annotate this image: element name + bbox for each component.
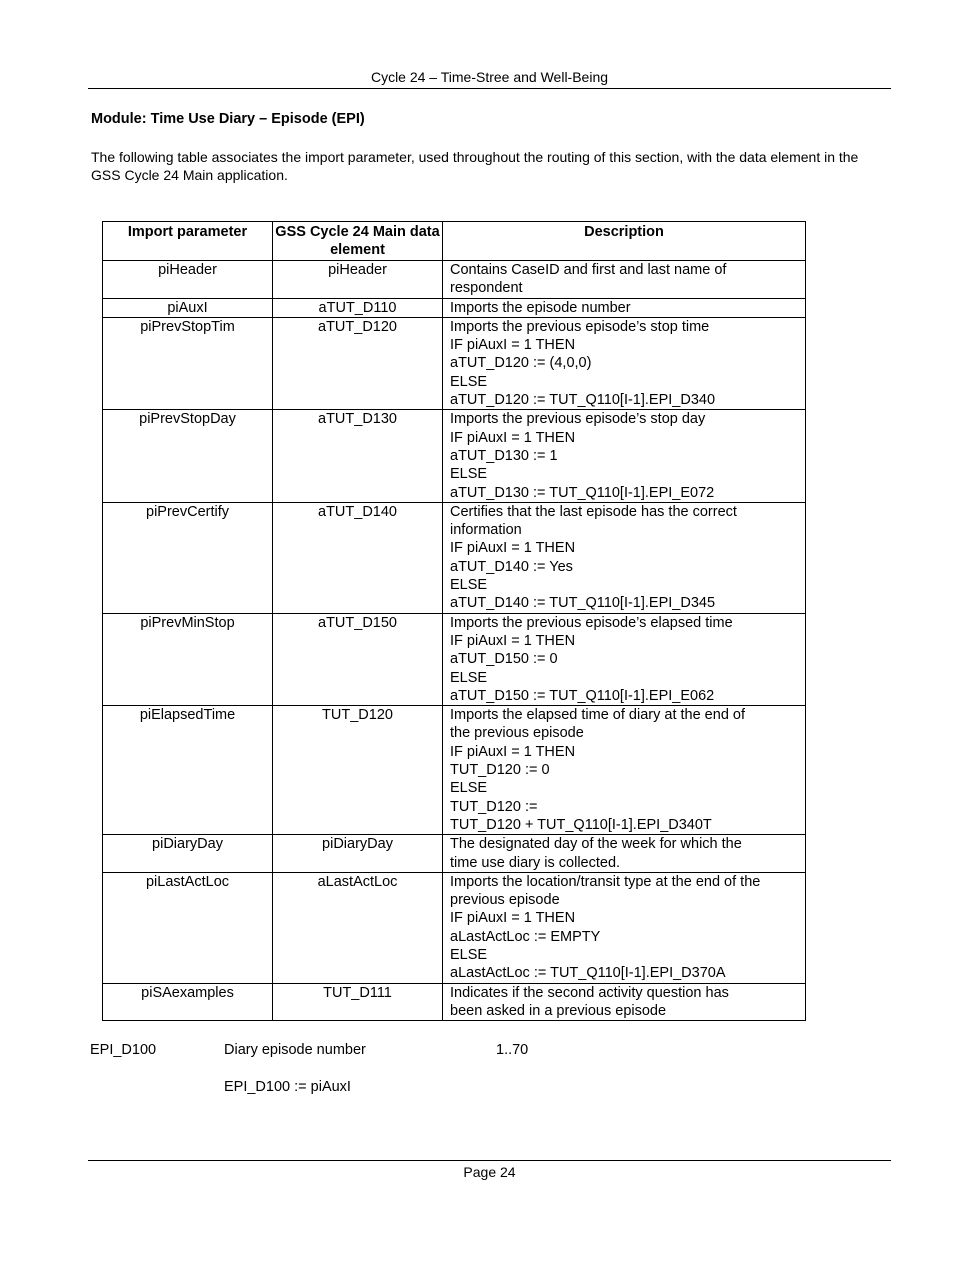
- description-cell: [443, 298, 806, 317]
- table-row: [103, 872, 806, 983]
- description-line: aTUT_D130 := TUT_Q110[I-1].EPI_E072: [450, 484, 715, 501]
- description-line: ELSE: [450, 466, 488, 483]
- import-parameter-cell: piElapsedTime: [103, 706, 273, 835]
- table-row: [103, 410, 806, 502]
- data-element-cell: aTUT_D150: [273, 613, 443, 705]
- description-line: aLastActLoc := TUT_Q110[I-1].EPI_D370A: [450, 965, 726, 982]
- import-parameter-cell: piHeader: [103, 261, 273, 299]
- description-line: aTUT_D120 := TUT_Q110[I-1].EPI_D340: [450, 392, 716, 409]
- variable-range: 1..70: [496, 1042, 529, 1058]
- description-line: Imports the episode number: [450, 299, 631, 316]
- data-element-cell: TUT_D120: [273, 706, 443, 835]
- description-line: TUT_D120 := 0: [450, 762, 550, 779]
- description-line: ELSE: [450, 780, 488, 797]
- description-line: IF piAuxI = 1 THEN: [450, 429, 576, 446]
- data-element-cell: aTUT_D110: [273, 298, 443, 317]
- description-line: IF piAuxI = 1 THEN: [450, 910, 576, 927]
- description-line: aTUT_D130 := 1: [450, 447, 558, 464]
- data-element-cell: piDiaryDay: [273, 835, 443, 873]
- description-cell: [443, 872, 806, 983]
- import-parameter-cell: piLastActLoc: [103, 872, 273, 983]
- table-row: [103, 706, 806, 835]
- description-line: Imports the previous episode’s elapsed time: [450, 614, 733, 631]
- description-line: aTUT_D140 := TUT_Q110[I-1].EPI_D345: [450, 595, 716, 612]
- column-header-data-element: GSS Cycle 24 Main data element: [273, 222, 443, 261]
- import-parameter-cell: piPrevStopTim: [103, 317, 273, 409]
- description-cell: [443, 317, 806, 409]
- data-element-cell: aTUT_D120: [273, 317, 443, 409]
- description-line: ELSE: [450, 946, 488, 963]
- description-cell: [443, 835, 806, 873]
- description-line: Imports the elapsed time of diary at the end of: [450, 707, 745, 724]
- table-row: [103, 298, 806, 317]
- data-element-cell: piHeader: [273, 261, 443, 299]
- table-row: [103, 261, 806, 299]
- description-line: Imports the location/transit type at the end of the: [450, 873, 761, 890]
- page-header: Cycle 24 – Time-Stree and Well-Being: [370, 69, 609, 85]
- import-parameter-cell: piDiaryDay: [103, 835, 273, 873]
- data-element-cell: TUT_D111: [273, 983, 443, 1021]
- description-line: Certifies that the last episode has the correct: [450, 503, 737, 520]
- description-line: Indicates if the second activity question has: [450, 984, 729, 1001]
- description-line: been asked in a previous episode: [450, 1002, 667, 1019]
- description-line: aTUT_D140 := Yes: [450, 558, 573, 575]
- description-line: TUT_D120 :=: [450, 798, 538, 815]
- description-line: aLastActLoc := EMPTY: [450, 928, 601, 945]
- import-parameter-cell: piSAexamples: [103, 983, 273, 1021]
- description-cell: [443, 502, 806, 613]
- variable-code: EPI_D100: [90, 1042, 157, 1058]
- data-element-cell: aTUT_D140: [273, 502, 443, 613]
- description-cell: [443, 706, 806, 835]
- import-parameter-cell: piPrevCertify: [103, 502, 273, 613]
- description-line: IF piAuxI = 1 THEN: [450, 337, 576, 354]
- description-line: Contains CaseID and first and last name of: [450, 262, 727, 278]
- description-line: the previous episode: [450, 725, 584, 742]
- module-title: Module: Time Use Diary – Episode (EPI): [91, 111, 365, 127]
- import-parameter-table: [102, 221, 806, 1021]
- column-header-import-parameter: Import parameter: [103, 222, 273, 261]
- table-row: [103, 983, 806, 1021]
- header-rule: [88, 88, 891, 89]
- import-parameter-cell: piPrevStopDay: [103, 410, 273, 502]
- table-body: [103, 261, 806, 1021]
- table-row: [103, 502, 806, 613]
- description-line: IF piAuxI = 1 THEN: [450, 743, 576, 760]
- description-line: ELSE: [450, 669, 488, 686]
- description-line: Imports the previous episode’s stop day: [450, 411, 706, 428]
- description-line: aTUT_D150 := 0: [450, 651, 558, 668]
- import-parameter-cell: piAuxI: [103, 298, 273, 317]
- column-header-description: Description: [443, 222, 806, 261]
- description-cell: [443, 410, 806, 502]
- description-line: TUT_D120 + TUT_Q110[I-1].EPI_D340T: [450, 816, 712, 833]
- description-line: aTUT_D150 := TUT_Q110[I-1].EPI_E062: [450, 687, 715, 704]
- description-line: The designated day of the week for which the: [450, 836, 742, 853]
- page-number: Page 24: [463, 1164, 516, 1180]
- table-row: [103, 835, 806, 873]
- description-line: Imports the previous episode’s stop time: [450, 318, 710, 335]
- table-row: [103, 317, 806, 409]
- description-line: information: [450, 522, 522, 539]
- table-row: [103, 613, 806, 705]
- data-element-cell: aLastActLoc: [273, 872, 443, 983]
- description-line: IF piAuxI = 1 THEN: [450, 540, 576, 557]
- description-cell: [443, 613, 806, 705]
- description-line: time use diary is collected.: [450, 854, 621, 871]
- import-parameter-cell: piPrevMinStop: [103, 613, 273, 705]
- description-cell: [443, 261, 806, 299]
- description-line: ELSE: [450, 577, 488, 594]
- description-line: aTUT_D120 := (4,0,0): [450, 355, 592, 372]
- variable-description: Diary episode number: [224, 1042, 366, 1058]
- description-line: respondent: [450, 280, 523, 297]
- data-element-cell: aTUT_D130: [273, 410, 443, 502]
- footer-rule: [88, 1160, 891, 1161]
- description-line: previous episode: [450, 892, 560, 909]
- description-cell: [443, 983, 806, 1021]
- description-line: IF piAuxI = 1 THEN: [450, 632, 576, 649]
- description-line: ELSE: [450, 373, 488, 390]
- variable-assignment: EPI_D100 := piAuxI: [224, 1079, 351, 1095]
- intro-paragraph: The following table associates the import parameter, used throughout the routing of this section, with the data element in the GSS Cycle 24 Main application.: [91, 149, 859, 183]
